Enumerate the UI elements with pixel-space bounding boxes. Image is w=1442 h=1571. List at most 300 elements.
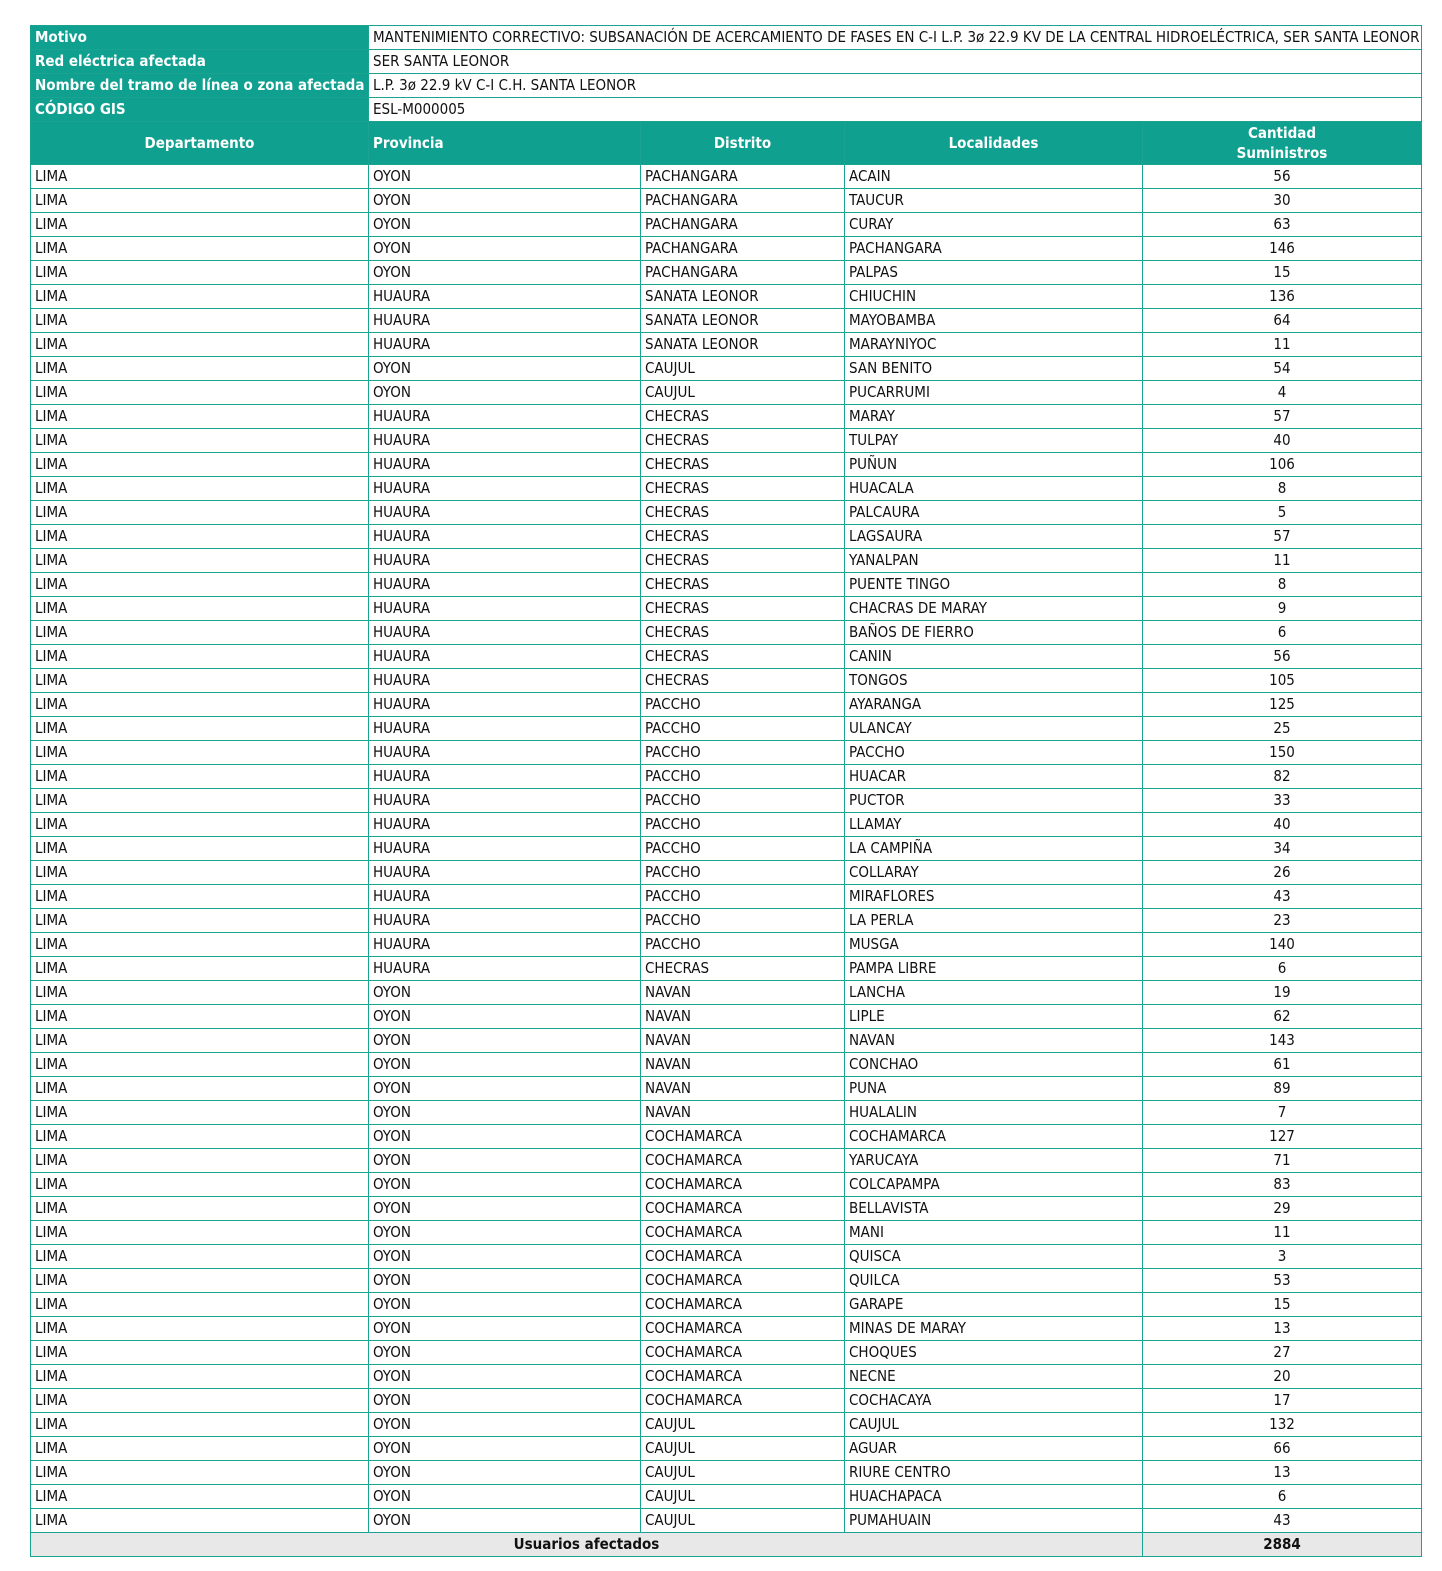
departamento-cell: LIMA [31,525,369,549]
departamento-cell: LIMA [31,261,369,285]
table-row [31,597,1422,621]
departamento-cell: LIMA [31,933,369,957]
motivo-value: MANTENIMIENTO CORRECTIVO: SUBSANACIÓN DE ACERCAMIENTO DE FASES EN C-I L.P. 3ø 22.9 KV DE LA CENTRAL HIDROELÉCTRICA, SER SANTA LEONOR [369,26,1422,50]
distrito-cell: NAVAN [641,981,845,1005]
cantidad-cell: 143 [1143,1029,1422,1053]
distrito-cell: PACHANGARA [641,165,845,189]
departamento-cell: LIMA [31,1029,369,1053]
cantidad-cell: 61 [1143,1053,1422,1077]
distrito-cell: PACHANGARA [641,237,845,261]
provincia-cell: HUAURA [369,669,641,693]
distrito-cell: COCHAMARCA [641,1173,845,1197]
departamento-cell: LIMA [31,309,369,333]
localidad-cell: MUSGA [845,933,1143,957]
table-row [31,885,1422,909]
localidad-cell: HUACAR [845,765,1143,789]
localidad-cell: RIURE CENTRO [845,1461,1143,1485]
provincia-cell: HUAURA [369,837,641,861]
provincia-cell: HUAURA [369,573,641,597]
motivo-label: Motivo [31,26,369,50]
cantidad-cell: 82 [1143,765,1422,789]
cantidad-cell: 15 [1143,261,1422,285]
cantidad-cell: 57 [1143,405,1422,429]
localidad-cell: TONGOS [845,669,1143,693]
departamento-cell: LIMA [31,1149,369,1173]
provincia-cell: OYON [369,1365,641,1389]
departamento-cell: LIMA [31,573,369,597]
table-row [31,645,1422,669]
distrito-cell: SANATA LEONOR [641,285,845,309]
tramo-value: L.P. 3ø 22.9 kV C-I C.H. SANTA LEONOR [369,74,1422,98]
cantidad-cell: 150 [1143,741,1422,765]
provincia-cell: HUAURA [369,525,641,549]
provincia-cell: OYON [369,381,641,405]
departamento-cell: LIMA [31,1509,369,1533]
table-row [31,621,1422,645]
table-row [31,1485,1422,1509]
distrito-cell: PACCHO [641,837,845,861]
table-row [31,333,1422,357]
localidad-cell: PUCTOR [845,789,1143,813]
localidad-cell: PALPAS [845,261,1143,285]
provincia-cell: OYON [369,1485,641,1509]
provincia-cell: OYON [369,213,641,237]
localidad-cell: ACAIN [845,165,1143,189]
localidad-cell: NAVAN [845,1029,1143,1053]
table-row [31,357,1422,381]
cantidad-cell: 7 [1143,1101,1422,1125]
provincia-cell: OYON [369,1389,641,1413]
table-row [31,1437,1422,1461]
departamento-cell: LIMA [31,1389,369,1413]
table-row [31,525,1422,549]
departamento-cell: LIMA [31,381,369,405]
distrito-cell: CHECRAS [641,501,845,525]
provincia-cell: OYON [369,1125,641,1149]
departamento-cell: LIMA [31,429,369,453]
cantidad-cell: 26 [1143,861,1422,885]
departamento-cell: LIMA [31,285,369,309]
distrito-cell: PACCHO [641,693,845,717]
cantidad-cell: 25 [1143,717,1422,741]
distrito-cell: CHECRAS [641,429,845,453]
localidad-cell: COCHACAYA [845,1389,1143,1413]
localidad-cell: LANCHA [845,981,1143,1005]
cantidad-cell: 11 [1143,1221,1422,1245]
departamento-cell: LIMA [31,909,369,933]
info-row-motivo [31,26,1422,50]
departamento-cell: LIMA [31,645,369,669]
provincia-cell: OYON [369,357,641,381]
departamento-cell: LIMA [31,693,369,717]
localidad-cell: HUALALIN [845,1101,1143,1125]
departamento-cell: LIMA [31,1173,369,1197]
provincia-cell: HUAURA [369,285,641,309]
info-row-gis [31,98,1422,122]
localidad-cell: COLCAPAMPA [845,1173,1143,1197]
distrito-cell: NAVAN [641,1101,845,1125]
localidad-cell: CANIN [845,645,1143,669]
departamento-cell: LIMA [31,1005,369,1029]
departamento-cell: LIMA [31,1053,369,1077]
distrito-cell: COCHAMARCA [641,1389,845,1413]
table-row [31,1125,1422,1149]
departamento-cell: LIMA [31,1269,369,1293]
table-row [31,669,1422,693]
info-row-tramo [31,74,1422,98]
cantidad-cell: 106 [1143,453,1422,477]
localidad-cell: HUACALA [845,477,1143,501]
table-row [31,741,1422,765]
cantidad-cell: 64 [1143,309,1422,333]
localidad-cell: CHACRAS DE MARAY [845,597,1143,621]
cantidad-cell: 20 [1143,1365,1422,1389]
table-row [31,957,1422,981]
localidad-cell: AYARANGA [845,693,1143,717]
total-value: 2884 [1143,1533,1422,1557]
distrito-cell: COCHAMARCA [641,1365,845,1389]
cantidad-cell: 57 [1143,525,1422,549]
gis-label: CÓDIGO GIS [31,98,369,122]
table-row [31,573,1422,597]
table-row [31,309,1422,333]
cantidad-cell: 54 [1143,357,1422,381]
cantidad-cell: 13 [1143,1317,1422,1341]
localidad-cell: PUCARRUMI [845,381,1143,405]
provincia-cell: OYON [369,1437,641,1461]
distrito-cell: PACCHO [641,741,845,765]
provincia-cell: OYON [369,1341,641,1365]
table-row [31,1461,1422,1485]
cantidad-cell: 63 [1143,213,1422,237]
cantidad-cell: 27 [1143,1341,1422,1365]
departamento-cell: LIMA [31,237,369,261]
cantidad-cell: 11 [1143,549,1422,573]
departamento-cell: LIMA [31,1293,369,1317]
provincia-cell: OYON [369,1245,641,1269]
departamento-cell: LIMA [31,165,369,189]
localidad-cell: PUÑUN [845,453,1143,477]
table-row [31,165,1422,189]
table-row [31,1341,1422,1365]
cantidad-cell: 3 [1143,1245,1422,1269]
localidad-cell: YANALPAN [845,549,1143,573]
provincia-cell: OYON [369,1509,641,1533]
provincia-cell: HUAURA [369,717,641,741]
departamento-cell: LIMA [31,885,369,909]
cantidad-cell: 56 [1143,645,1422,669]
departamento-cell: LIMA [31,717,369,741]
info-row-red [31,50,1422,74]
provincia-cell: OYON [369,981,641,1005]
localidad-cell: PUENTE TINGO [845,573,1143,597]
cantidad-cell: 125 [1143,693,1422,717]
localidad-cell: CHIUCHIN [845,285,1143,309]
cantidad-cell: 23 [1143,909,1422,933]
provincia-cell: OYON [369,1149,641,1173]
cantidad-cell: 43 [1143,885,1422,909]
table-row [31,1413,1422,1437]
table-row [31,261,1422,285]
red-label: Red eléctrica afectada [31,50,369,74]
provincia-cell: OYON [369,1413,641,1437]
provincia-cell: OYON [369,1317,641,1341]
table-row [31,405,1422,429]
cantidad-cell: 6 [1143,1485,1422,1509]
distrito-cell: PACHANGARA [641,213,845,237]
distrito-cell: NAVAN [641,1029,845,1053]
distrito-cell: PACCHO [641,933,845,957]
localidad-cell: PACCHO [845,741,1143,765]
localidad-cell: PACHANGARA [845,237,1143,261]
provincia-cell: HUAURA [369,789,641,813]
cantidad-cell: 89 [1143,1077,1422,1101]
departamento-cell: LIMA [31,981,369,1005]
departamento-cell: LIMA [31,837,369,861]
col-cantidad-line1: Cantidad [1247,124,1317,142]
table-row [31,1245,1422,1269]
cantidad-cell: 6 [1143,621,1422,645]
cantidad-cell: 127 [1143,1125,1422,1149]
distrito-cell: CAUJUL [641,381,845,405]
table-row [31,1221,1422,1245]
distrito-cell: COCHAMARCA [641,1245,845,1269]
provincia-cell: OYON [369,1221,641,1245]
cantidad-cell: 140 [1143,933,1422,957]
cantidad-cell: 53 [1143,1269,1422,1293]
cantidad-cell: 146 [1143,237,1422,261]
distrito-cell: CHECRAS [641,669,845,693]
localidad-cell: MARAYNIYOC [845,333,1143,357]
departamento-cell: LIMA [31,1221,369,1245]
table-row [31,237,1422,261]
column-header-row [31,122,1422,165]
provincia-cell: HUAURA [369,405,641,429]
localidad-cell: MINAS DE MARAY [845,1317,1143,1341]
table-row [31,1053,1422,1077]
table-row [31,1197,1422,1221]
distrito-cell: CHECRAS [641,957,845,981]
distrito-cell: CHECRAS [641,453,845,477]
localidad-cell: LLAMAY [845,813,1143,837]
departamento-cell: LIMA [31,597,369,621]
cantidad-cell: 13 [1143,1461,1422,1485]
departamento-cell: LIMA [31,957,369,981]
departamento-cell: LIMA [31,1461,369,1485]
distrito-cell: PACCHO [641,765,845,789]
table-row [31,765,1422,789]
distrito-cell: PACHANGARA [641,261,845,285]
provincia-cell: OYON [369,1293,641,1317]
tramo-label: Nombre del tramo de línea o zona afectada [31,74,369,98]
departamento-cell: LIMA [31,1437,369,1461]
cantidad-cell: 34 [1143,837,1422,861]
provincia-cell: OYON [369,1101,641,1125]
table-row [31,501,1422,525]
cantidad-cell: 132 [1143,1413,1422,1437]
provincia-cell: HUAURA [369,645,641,669]
col-departamento: Departamento [31,122,369,165]
cantidad-cell: 6 [1143,957,1422,981]
departamento-cell: LIMA [31,357,369,381]
distrito-cell: PACCHO [641,885,845,909]
cantidad-cell: 8 [1143,477,1422,501]
total-row [31,1533,1422,1557]
table-row [31,1101,1422,1125]
departamento-cell: LIMA [31,189,369,213]
departamento-cell: LIMA [31,213,369,237]
table-row [31,1269,1422,1293]
provincia-cell: HUAURA [369,597,641,621]
localidad-cell: QUISCA [845,1245,1143,1269]
table-row [31,1293,1422,1317]
distrito-cell: COCHAMARCA [641,1197,845,1221]
provincia-cell: HUAURA [369,501,641,525]
cantidad-cell: 17 [1143,1389,1422,1413]
localidad-cell: ULANCAY [845,717,1143,741]
departamento-cell: LIMA [31,405,369,429]
departamento-cell: LIMA [31,1341,369,1365]
provincia-cell: HUAURA [369,933,641,957]
provincia-cell: HUAURA [369,477,641,501]
distrito-cell: CHECRAS [641,573,845,597]
distrito-cell: COCHAMARCA [641,1293,845,1317]
departamento-cell: LIMA [31,813,369,837]
localidad-cell: NECNE [845,1365,1143,1389]
distrito-cell: PACCHO [641,717,845,741]
table-row [31,837,1422,861]
distrito-cell: SANATA LEONOR [641,309,845,333]
cantidad-cell: 83 [1143,1173,1422,1197]
col-cantidad [1143,122,1422,165]
table-row [31,789,1422,813]
provincia-cell: HUAURA [369,429,641,453]
localidad-cell: PUNA [845,1077,1143,1101]
departamento-cell: LIMA [31,765,369,789]
distrito-cell: PACCHO [641,909,845,933]
departamento-cell: LIMA [31,549,369,573]
localidad-cell: PAMPA LIBRE [845,957,1143,981]
distrito-cell: NAVAN [641,1077,845,1101]
localidad-cell: HUACHAPACA [845,1485,1143,1509]
departamento-cell: LIMA [31,1365,369,1389]
provincia-cell: HUAURA [369,453,641,477]
departamento-cell: LIMA [31,477,369,501]
cantidad-cell: 9 [1143,597,1422,621]
provincia-cell: OYON [369,1197,641,1221]
departamento-cell: LIMA [31,1413,369,1437]
localidad-cell: LAGSAURA [845,525,1143,549]
localidad-cell: LA CAMPIÑA [845,837,1143,861]
table-row [31,429,1422,453]
cantidad-cell: 5 [1143,501,1422,525]
provincia-cell: HUAURA [369,957,641,981]
provincia-cell: HUAURA [369,741,641,765]
table-row [31,1365,1422,1389]
cantidad-cell: 4 [1143,381,1422,405]
cantidad-cell: 40 [1143,813,1422,837]
cantidad-cell: 8 [1143,573,1422,597]
localidad-cell: LA PERLA [845,909,1143,933]
cantidad-cell: 33 [1143,789,1422,813]
distrito-cell: CAUJUL [641,357,845,381]
departamento-cell: LIMA [31,1317,369,1341]
table-row [31,1173,1422,1197]
localidad-cell: MIRAFLORES [845,885,1143,909]
red-value: SER SANTA LEONOR [369,50,1422,74]
localidad-cell: PALCAURA [845,501,1143,525]
table-row [31,1149,1422,1173]
departamento-cell: LIMA [31,861,369,885]
table-row [31,213,1422,237]
distrito-cell: CHECRAS [641,621,845,645]
table-row [31,909,1422,933]
cantidad-cell: 71 [1143,1149,1422,1173]
table-row [31,693,1422,717]
localidad-cell: CHOQUES [845,1341,1143,1365]
cantidad-cell: 29 [1143,1197,1422,1221]
cantidad-cell: 11 [1143,333,1422,357]
distrito-cell: CHECRAS [641,645,845,669]
localidad-cell: LIPLE [845,1005,1143,1029]
localidad-cell: MAYOBAMBA [845,309,1143,333]
table-row [31,717,1422,741]
localidad-cell: AGUAR [845,1437,1143,1461]
table-row [31,285,1422,309]
distrito-cell: CAUJUL [641,1485,845,1509]
distrito-cell: COCHAMARCA [641,1341,845,1365]
provincia-cell: HUAURA [369,333,641,357]
cantidad-cell: 43 [1143,1509,1422,1533]
provincia-cell: HUAURA [369,765,641,789]
distrito-cell: COCHAMARCA [641,1269,845,1293]
info-table [30,25,1422,122]
departamento-cell: LIMA [31,333,369,357]
provincia-cell: OYON [369,1077,641,1101]
distrito-cell: CAUJUL [641,1437,845,1461]
localidad-cell: MARAY [845,405,1143,429]
departamento-cell: LIMA [31,1101,369,1125]
localities-table [30,121,1422,1557]
col-cantidad-line2: Suministros [1236,144,1328,162]
localidad-cell: CURAY [845,213,1143,237]
table-row [31,1077,1422,1101]
distrito-cell: SANATA LEONOR [641,333,845,357]
table-row [31,1029,1422,1053]
departamento-cell: LIMA [31,741,369,765]
distrito-cell: CHECRAS [641,477,845,501]
provincia-cell: HUAURA [369,861,641,885]
col-provincia: Provincia [369,122,641,165]
outage-report [30,25,1421,1557]
departamento-cell: LIMA [31,501,369,525]
departamento-cell: LIMA [31,1077,369,1101]
departamento-cell: LIMA [31,1125,369,1149]
table-row [31,1005,1422,1029]
distrito-cell: CAUJUL [641,1413,845,1437]
cantidad-cell: 62 [1143,1005,1422,1029]
localidad-cell: MANI [845,1221,1143,1245]
distrito-cell: CHECRAS [641,525,845,549]
table-row [31,981,1422,1005]
localidad-cell: CAUJUL [845,1413,1143,1437]
departamento-cell: LIMA [31,669,369,693]
distrito-cell: CHECRAS [641,405,845,429]
table-row [31,189,1422,213]
table-row [31,477,1422,501]
gis-value: ESL-M000005 [369,98,1422,122]
provincia-cell: OYON [369,1053,641,1077]
